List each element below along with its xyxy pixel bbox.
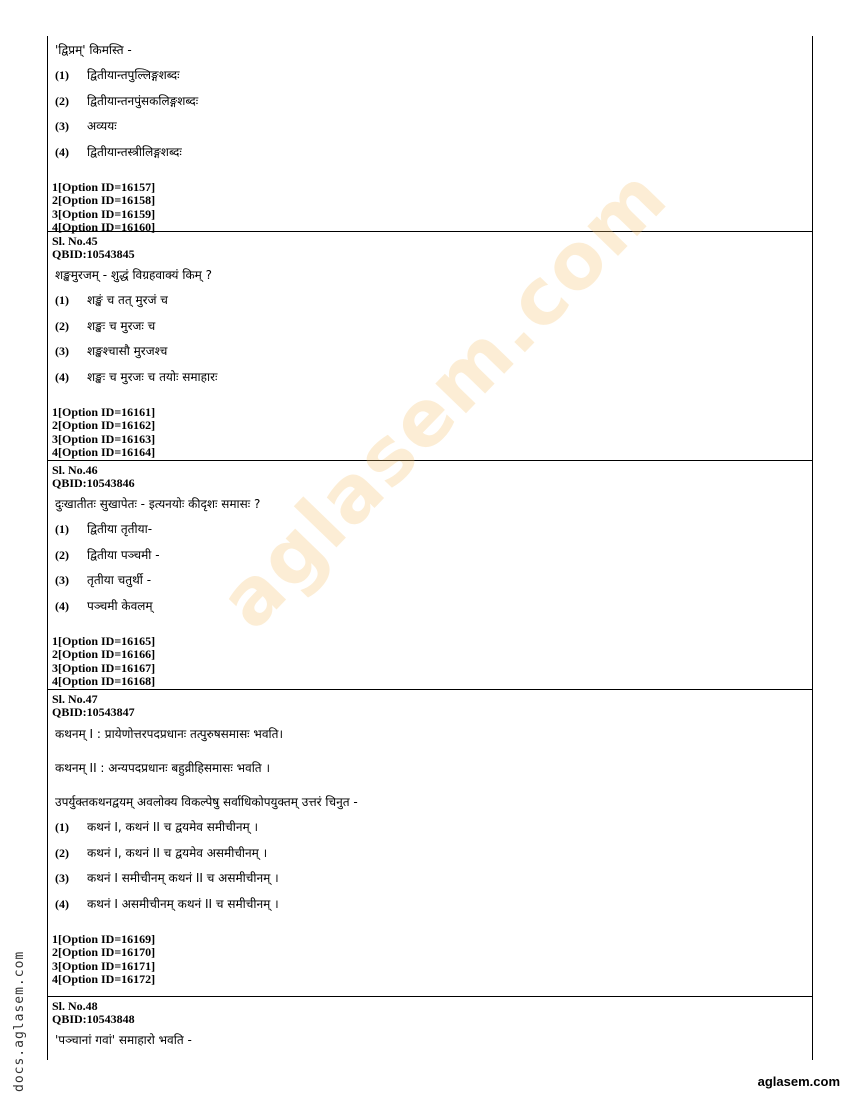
watermark: aglasem.com bbox=[202, 151, 685, 647]
option-id: 4[Option ID=16160] bbox=[52, 220, 156, 235]
option-id-list bbox=[52, 635, 812, 689]
option-number: (4) bbox=[55, 896, 69, 911]
option-number: (1) bbox=[55, 68, 69, 82]
option-id: 4[Option ID=16172] bbox=[52, 972, 156, 987]
qbid: QBID:10543847 bbox=[52, 705, 135, 719]
option-id-list bbox=[52, 181, 812, 235]
option-row bbox=[52, 144, 812, 170]
option-number: (3) bbox=[55, 119, 69, 133]
option-text: द्वितीयान्तस्त्रीलिङ्गशब्दः bbox=[87, 144, 182, 159]
option-row bbox=[52, 870, 812, 896]
option-text: कथनं I समीचीनम् कथनं II च असमीचीनम् । bbox=[87, 871, 279, 885]
option-row bbox=[52, 118, 812, 144]
question-block bbox=[48, 690, 812, 997]
question-text: 'द्विप्रम्' किमस्ति - bbox=[55, 43, 132, 57]
option-row bbox=[52, 845, 812, 871]
option-text: द्वितीयान्तनपुंसकलिङ्गशब्दः bbox=[87, 93, 199, 108]
option-id: 1[Option ID=16165] bbox=[52, 634, 156, 648]
option-number: (3) bbox=[55, 573, 69, 587]
serial-number: Sl. No.47 bbox=[52, 692, 98, 706]
qbid: QBID:10543848 bbox=[52, 1012, 135, 1026]
option-row bbox=[52, 572, 812, 598]
option-number: (2) bbox=[55, 547, 69, 562]
option-text: कथनं I, कथनं II च द्वयमेव समीचीनम् । bbox=[87, 820, 259, 834]
option-text: द्वितीया तृतीया- bbox=[87, 522, 153, 536]
option-id: 2[Option ID=16166] bbox=[52, 647, 156, 662]
option-id: 2[Option ID=16170] bbox=[52, 945, 156, 960]
serial-number: Sl. No.45 bbox=[52, 234, 98, 248]
question-text: दुःखातीतः सुखापेतः - इत्यनयोः कीदृशः समासः ? bbox=[55, 497, 261, 511]
question-text: शङ्खमुरजम् - शुद्धं विग्रहवाक्यं किम् ? bbox=[55, 268, 213, 282]
question-text: 'पञ्चानां गवां' समाहारो भवति - bbox=[55, 1033, 192, 1047]
option-text: शङ्खः च मुरजः च bbox=[87, 318, 156, 333]
qbid: QBID:10543845 bbox=[52, 247, 135, 261]
serial-number: Sl. No.46 bbox=[52, 463, 98, 477]
option-id-list bbox=[52, 933, 812, 987]
option-row bbox=[52, 93, 812, 119]
option-number: (2) bbox=[55, 845, 69, 860]
option-text: कथनं I, कथनं II च द्वयमेव असमीचीनम् । bbox=[87, 845, 268, 860]
option-number: (1) bbox=[55, 820, 69, 834]
option-id: 2[Option ID=16162] bbox=[52, 418, 156, 433]
option-row bbox=[52, 819, 812, 845]
option-id: 3[Option ID=16163] bbox=[52, 431, 156, 446]
option-text: शङ्खं च तत् मुरजं च bbox=[87, 293, 168, 307]
option-text: तृतीया चतुर्थी - bbox=[87, 573, 152, 587]
qbid: QBID:10543846 bbox=[52, 476, 135, 490]
option-number: (3) bbox=[55, 871, 69, 885]
option-id: 3[Option ID=16171] bbox=[52, 958, 156, 973]
option-number: (2) bbox=[55, 93, 69, 108]
option-id: 1[Option ID=16157] bbox=[52, 180, 156, 194]
question-sheet bbox=[47, 36, 813, 1060]
option-row bbox=[52, 547, 812, 573]
option-id: 3[Option ID=16167] bbox=[52, 660, 156, 675]
option-id: 4[Option ID=16168] bbox=[52, 674, 156, 689]
option-number: (1) bbox=[55, 293, 69, 307]
statement-2: कथनम् II : अन्यपदप्रधानः बहुव्रीहिसमासः भवति । bbox=[55, 761, 271, 775]
option-number: (4) bbox=[55, 369, 69, 384]
option-text: शङ्खश्चासौ मुरजश्च bbox=[87, 344, 168, 358]
option-id: 2[Option ID=16158] bbox=[52, 193, 156, 208]
statement-1: कथनम् I : प्रायेणोत्तरपदप्रधानः तत्पुरुषसमासः भवति। bbox=[55, 727, 284, 741]
option-number: (1) bbox=[55, 522, 69, 536]
question-text: उपर्युक्तकथनद्वयम् अवलोक्य विकल्पेषु सर्वाधिकोपयुक्तम् उत्तरं चिनुत - bbox=[55, 795, 358, 809]
option-row bbox=[52, 598, 812, 624]
option-text: अव्ययः bbox=[87, 119, 117, 133]
option-number: (4) bbox=[55, 144, 69, 159]
option-text: पञ्चमी केवलम् bbox=[87, 598, 153, 613]
option-row bbox=[52, 521, 812, 547]
option-id: 1[Option ID=16161] bbox=[52, 405, 156, 419]
option-text: शङ्खः च मुरजः च तयोः समाहारः bbox=[87, 369, 218, 384]
option-number: (2) bbox=[55, 318, 69, 333]
option-row bbox=[52, 67, 812, 93]
question-block bbox=[48, 997, 812, 1060]
option-text: कथनं I असमीचीनम् कथनं II च समीचीनम् । bbox=[87, 896, 279, 911]
footer-brand: aglasem.com bbox=[757, 1074, 840, 1089]
option-text: द्वितीया पञ्चमी - bbox=[87, 547, 160, 562]
option-row bbox=[52, 896, 812, 922]
serial-number: Sl. No.48 bbox=[52, 999, 98, 1013]
option-text: द्वितीयान्तपुल्लिङ्गशब्दः bbox=[87, 68, 180, 82]
sidebar-url: docs.aglasem.com bbox=[12, 950, 27, 1092]
option-id: 4[Option ID=16164] bbox=[52, 445, 156, 460]
option-id: 1[Option ID=16169] bbox=[52, 932, 156, 946]
question-block bbox=[48, 36, 812, 235]
option-number: (3) bbox=[55, 344, 69, 358]
option-number: (4) bbox=[55, 598, 69, 613]
option-id: 3[Option ID=16159] bbox=[52, 206, 156, 221]
option-row bbox=[52, 292, 812, 318]
option-row bbox=[52, 318, 812, 344]
question-block bbox=[48, 461, 812, 690]
